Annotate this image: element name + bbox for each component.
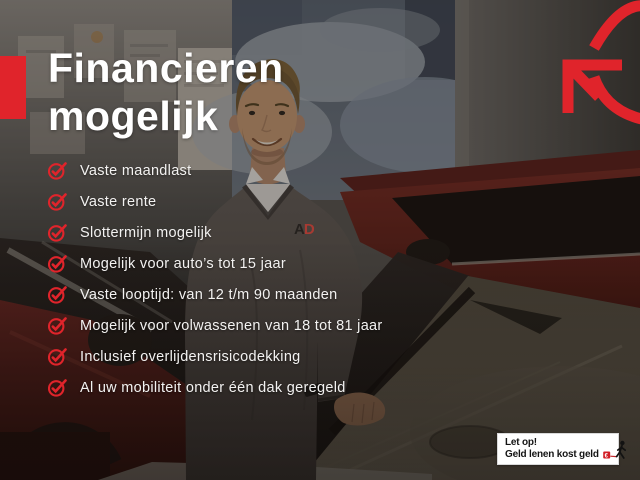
benefit-label: Mogelijk voor volwassenen van 18 tot 81 jaar [80,317,383,334]
benefit-item [48,279,383,310]
check-circle-icon [48,285,68,304]
benefit-item [48,155,383,186]
check-circle-icon [48,347,68,366]
check-circle-icon [48,192,68,211]
benefit-item [48,217,383,248]
benefit-label: Mogelijk voor auto’s tot 15 jaar [80,255,286,272]
page-title-line2: mogelijk [48,93,219,139]
check-circle-icon [48,378,68,397]
benefit-label: Vaste looptijd: van 12 t/m 90 maanden [80,286,338,303]
benefits-list [48,155,383,403]
check-circle-icon [48,254,68,273]
walking-person-dragging-euro-icon [602,437,629,461]
check-circle-icon [48,223,68,242]
benefit-label: Vaste rente [80,193,157,210]
sweater-logo-letter-a: A [294,221,304,238]
credit-warning-text [505,437,599,461]
credit-warning-line1: Let op! [505,437,537,448]
benefit-label: Inclusief overlijdensrisicodekking [80,348,301,365]
credit-warning-line2: Geld lenen kost geld [505,449,599,460]
page-title-line1: Financieren [48,45,284,91]
benefit-label: Slottermijn mogelijk [80,224,212,241]
benefit-item [48,186,383,217]
benefit-label: Al uw mobiliteit onder één dak geregeld [80,379,346,396]
sweater-brand-logo [294,221,314,238]
page-title [48,44,284,140]
benefit-label: Vaste maandlast [80,162,192,179]
accent-red-block [0,56,26,119]
benefit-item [48,248,383,279]
benefit-item [48,372,383,403]
sweater-logo-letter-d: D [303,221,314,238]
check-circle-icon [48,316,68,335]
benefit-item [48,310,383,341]
benefit-item [48,341,383,372]
credit-warning-badge [497,433,619,465]
svg-text:€: € [604,453,608,460]
circular-arrow-brand-mark-icon [550,0,640,132]
check-circle-icon [48,161,68,180]
